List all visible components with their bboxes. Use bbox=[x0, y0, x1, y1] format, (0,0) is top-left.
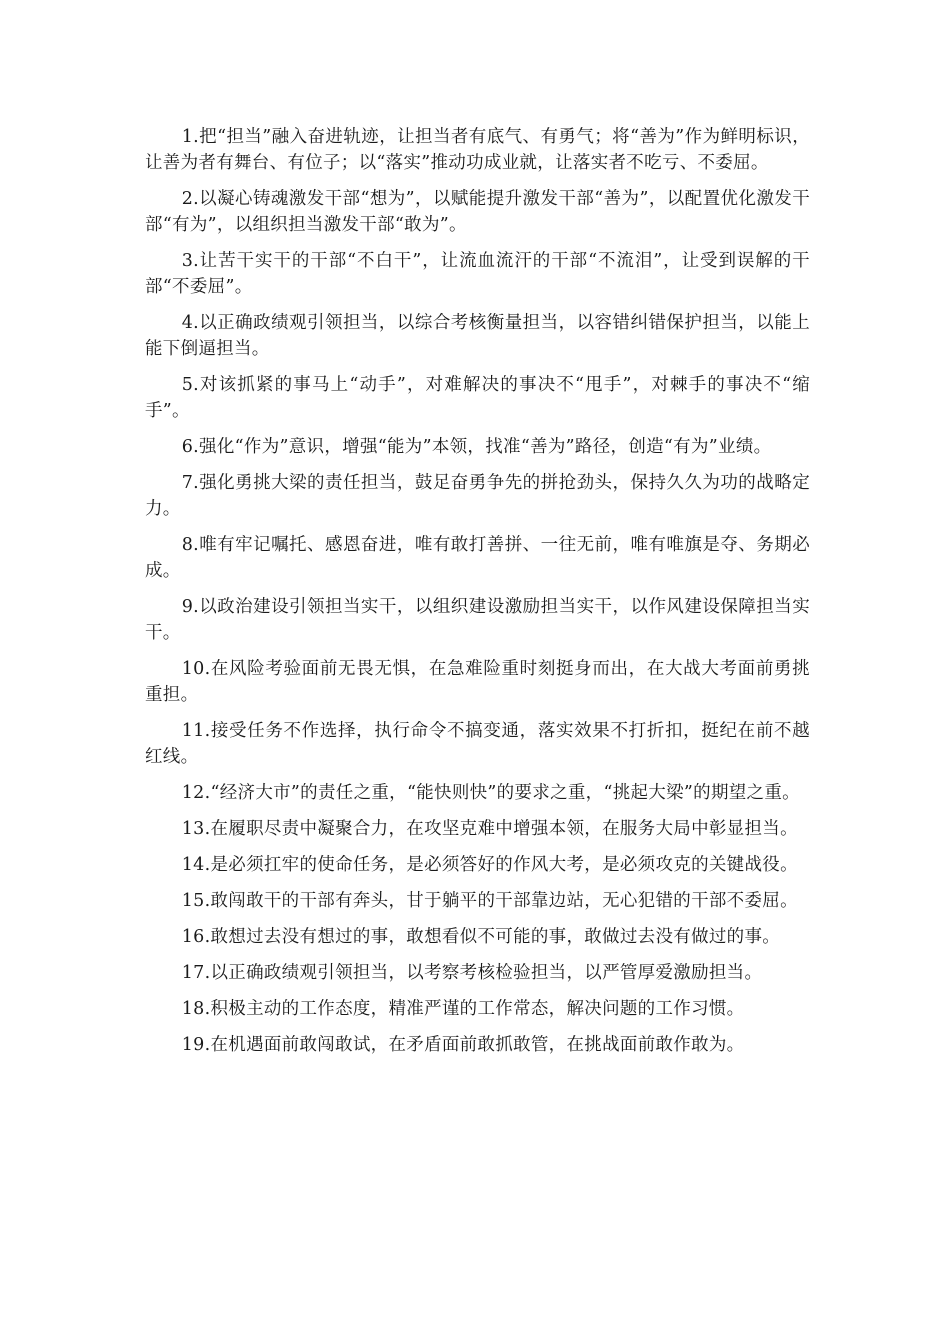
paragraph-2: 2.以凝心铸魂激发干部“想为”，以赋能提升激发干部“善为”，以配置优化激发干部“有为”，以组织担当激发干部“敢为”。 bbox=[145, 189, 810, 235]
paragraph-7: 7.强化勇挑大梁的责任担当，鼓足奋勇争先的拼抢劲头，保持久久为功的战略定力。 bbox=[145, 473, 810, 519]
paragraph-15: 15.敢闯敢干的干部有奔头，甘于躺平的干部靠边站，无心犯错的干部不委屈。 bbox=[181, 891, 798, 911]
paragraph-10: 10.在风险考验面前无畏无惧，在急难险重时刻挺身而出，在大战大考面前勇挑重担。 bbox=[145, 659, 810, 705]
paragraph-1: 1.把“担当”融入奋进轨迹，让担当者有底气、有勇气；将“善为”作为鲜明标识，让善为者有舞台、有位子；以“落实”推动功成业就，让落实者不吃亏、不委屈。 bbox=[145, 127, 810, 173]
paragraph-5: 5.对该抓紧的事马上“动手”，对难解决的事决不“甩手”，对棘手的事决不“缩手”。 bbox=[145, 375, 810, 421]
paragraph-4: 4.以正确政绩观引领担当，以综合考核衡量担当，以容错纠错保护担当，以能上能下倒逼担当。 bbox=[145, 313, 810, 359]
paragraph-13: 13.在履职尽责中凝聚合力，在攻坚克难中增强本领，在服务大局中彰显担当。 bbox=[181, 819, 798, 839]
paragraph-3: 3.让苦干实干的干部“不白干”，让流血流汗的干部“不流泪”，让受到误解的干部“不委屈”。 bbox=[145, 251, 810, 297]
paragraph-19: 19.在机遇面前敢闯敢试，在矛盾面前敢抓敢管，在挑战面前敢作敢为。 bbox=[181, 1035, 745, 1055]
paragraph-11: 11.接受任务不作选择，执行命令不搞变通，落实效果不打折扣，挺纪在前不越红线。 bbox=[145, 721, 810, 767]
paragraph-14: 14.是必须扛牢的使命任务，是必须答好的作风大考，是必须攻克的关键战役。 bbox=[181, 855, 798, 875]
paragraph-12: 12.“经济大市”的责任之重，“能快则快”的要求之重，“挑起大梁”的期望之重。 bbox=[181, 783, 800, 803]
paragraph-17: 17.以正确政绩观引领担当，以考察考核检验担当，以严管厚爱激励担当。 bbox=[181, 963, 763, 983]
paragraph-6: 6.强化“作为”意识，增强“能为”本领，找准“善为”路径，创造“有为”业绩。 bbox=[181, 437, 772, 457]
document-body bbox=[145, 124, 810, 1068]
paragraph-9: 9.以政治建设引领担当实干，以组织建设激励担当实干，以作风建设保障担当实干。 bbox=[145, 597, 810, 643]
paragraph-8: 8.唯有牢记嘱托、感恩奋进，唯有敢打善拼、一往无前，唯有唯旗是夺、务期必成。 bbox=[145, 535, 810, 581]
paragraph-18: 18.积极主动的工作态度，精准严谨的工作常态，解决问题的工作习惯。 bbox=[181, 999, 745, 1019]
paragraph-16: 16.敢想过去没有想过的事，敢想看似不可能的事，敢做过去没有做过的事。 bbox=[181, 927, 781, 947]
